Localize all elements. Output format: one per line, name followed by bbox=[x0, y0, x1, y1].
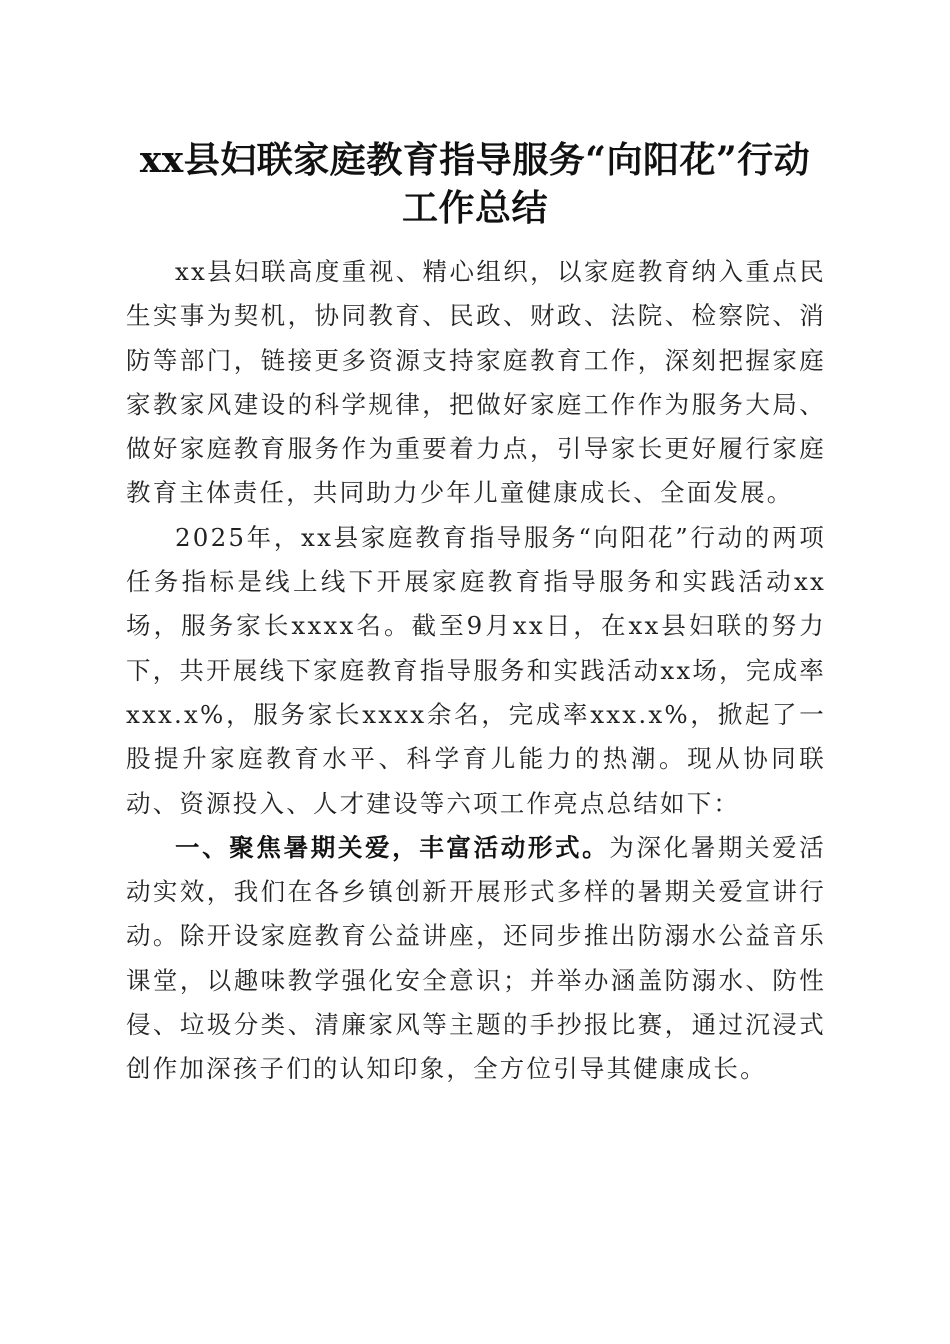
paragraph-text: 2025年，xx县家庭教育指导服务“向阳花”行动的两项任务指标是线上线下开展家庭教育指导服务和实践活动xx场，服务家长xxxx名。截至9月xx日，在xx县妇联的努力下，共开展线下家庭教育指导服务和实践活动xx场，完成率xxx.x%，服务家长xxxx余名，完成率xxx.x%，掀起了一股提升家庭教育水平、科学育儿能力的热潮。现从协同联动、资源投入、人才建设等六项工作亮点总结如下： bbox=[126, 522, 826, 818]
document-title bbox=[90, 136, 860, 232]
document-body bbox=[126, 250, 826, 1092]
paragraph-section-one bbox=[126, 826, 826, 1092]
paragraph-text: xx县妇联高度重视、精心组织，以家庭教育纳入重点民生实事为契机，协同教育、民政、财政、法院、检察院、消防等部门，链接更多资源支持家庭教育工作，深刻把握家庭家教家风建设的科学规律，把做好家庭工作作为服务大局、做好家庭教育服务作为重要着力点，引导家长更好履行家庭教育主体责任，共同助力少年儿童健康成长、全面发展。 bbox=[126, 257, 826, 508]
paragraph-task-indicators bbox=[126, 516, 826, 826]
paragraph-text: 为深化暑期关爱活动实效，我们在各乡镇创新开展形式多样的暑期关爱宣讲行动。除开设家庭教育公益讲座，还同步推出防溺水公益音乐课堂，以趣味教学强化安全意识；并举办涵盖防溺水、防性侵、垃圾分类、清廉家风等主题的手抄报比赛，通过沉浸式创作加深孩子们的认知印象，全方位引导其健康成长。 bbox=[126, 832, 826, 1084]
title-line-2: 工作总结 bbox=[401, 187, 548, 229]
paragraph-intro bbox=[126, 250, 826, 516]
title-line-1: xx县妇联家庭教育指导服务“向阳花”行动 bbox=[139, 139, 811, 181]
section-heading: 一、聚焦暑期关爱，丰富活动形式。 bbox=[175, 832, 610, 862]
